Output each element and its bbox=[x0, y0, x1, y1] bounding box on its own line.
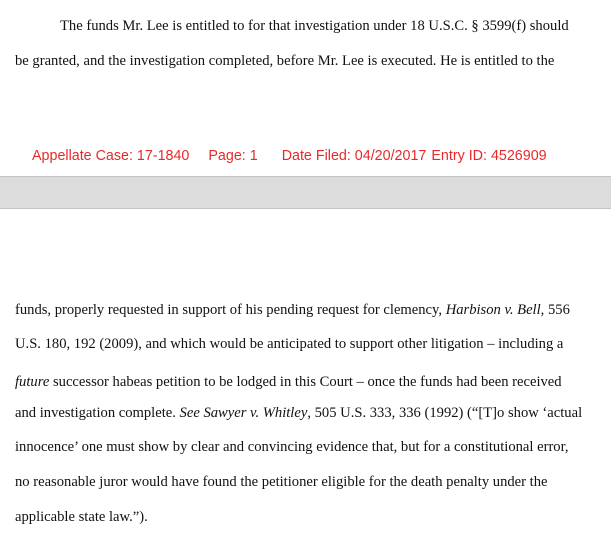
text-run: , 556 bbox=[540, 302, 570, 318]
page-number-label: Page: 1 bbox=[208, 148, 258, 164]
paragraph-line: applicable state law.”). bbox=[15, 509, 148, 525]
paragraph-line bbox=[15, 404, 582, 422]
text-run: funds, properly requested in support of his pending request for clemency, bbox=[15, 302, 446, 318]
emphasis-text: future bbox=[15, 374, 50, 390]
appellate-case-label: Appellate Case: 17-1840 bbox=[32, 148, 190, 164]
date-filed-label: Date Filed: 04/20/2017 bbox=[281, 148, 427, 164]
case-citation: See Sawyer v. Whitley bbox=[179, 405, 308, 421]
paragraph-line: The funds Mr. Lee is entitled to for that investigation under 18 U.S.C. § 3599(f) should bbox=[60, 18, 569, 34]
paragraph-line: U.S. 180, 192 (2009), and which would be anticipated to support other litigation – including a bbox=[15, 336, 564, 352]
case-citation: Harbison v. Bell bbox=[445, 302, 541, 318]
filing-header bbox=[32, 147, 547, 165]
paragraph-line: innocence’ one must show by clear and convincing evidence that, but for a constitutional error, bbox=[15, 439, 569, 455]
paragraph-line: no reasonable juror would have found the petitioner eligible for the death penalty under the bbox=[15, 474, 548, 490]
page-1-bottom bbox=[0, 0, 611, 176]
text-run: successor habeas petition to be lodged in this Court – once the funds had been received bbox=[49, 374, 562, 390]
page-separator bbox=[0, 176, 611, 209]
text-run: and investigation complete. bbox=[15, 405, 180, 421]
paragraph-line bbox=[15, 301, 570, 319]
text-run: , 505 U.S. 333, 336 (1992) (“[T]o show ‘actual bbox=[307, 405, 583, 421]
paragraph-line bbox=[15, 373, 562, 391]
paragraph-line: be granted, and the investigation completed, before Mr. Lee is executed. He is entitled to the bbox=[15, 53, 555, 69]
entry-id-label: Entry ID: 4526909 bbox=[431, 148, 547, 164]
